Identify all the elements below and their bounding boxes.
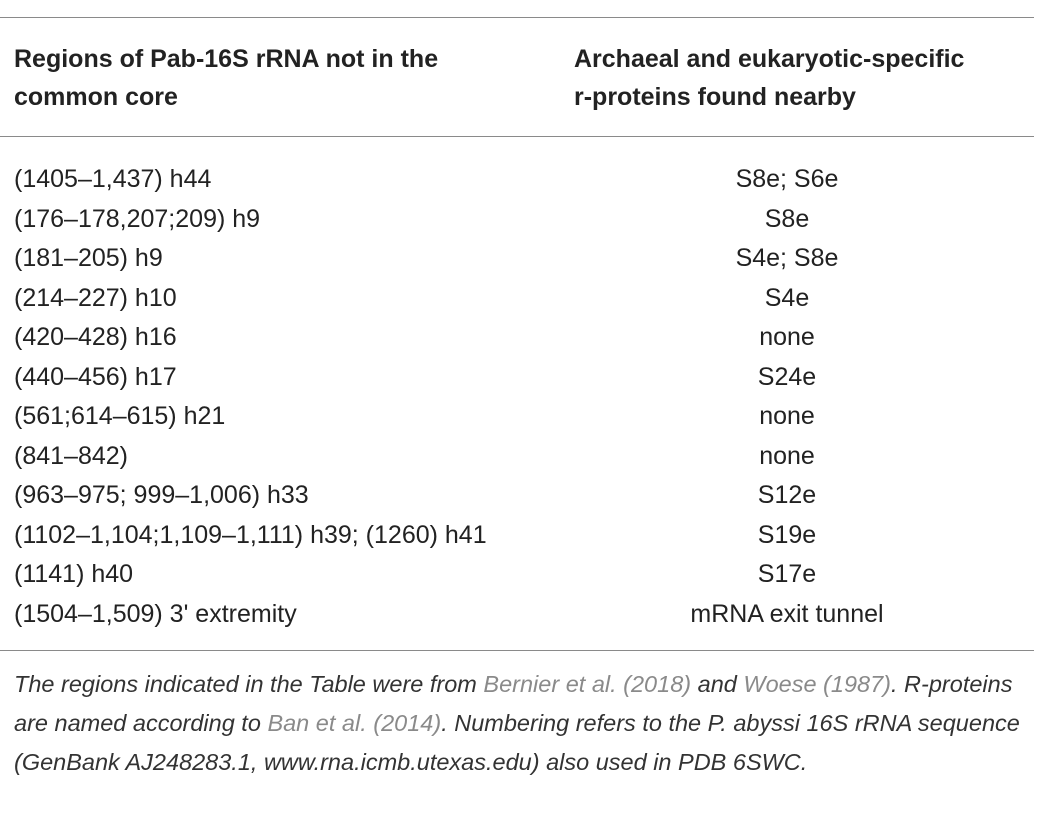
region-cell: (1102–1,104;1,109–1,111) h39; (1260) h41 [14,520,487,549]
table-row [0,318,1034,358]
region-cell: (1504–1,509) 3' extremity [14,599,297,628]
proteins-cell: S17e [757,560,817,589]
proteins-cell: none [759,402,815,431]
header-proteins-line2: r-proteins found nearby [574,83,856,111]
table-row [0,397,1034,437]
region-cell: (440–456) h17 [14,362,177,391]
proteins-cell: mRNA exit tunnel [690,599,884,628]
proteins-cell: S8e [764,204,810,233]
reference-link-ban[interactable]: Ban et al. (2014) [267,710,442,736]
table-row [0,595,1034,635]
region-cell: (1405–1,437) h44 [14,165,212,194]
header-proteins-line1: Archaeal and eukaryotic-specific [574,45,965,73]
region-cell: (841–842) [14,441,128,470]
table-row [0,239,1034,279]
footnote-text-4: . Numbering refers to the P. abyssi 16S rRNA sequence (GenBank AJ248283.1, www.rna.icmb.utexas.edu) also used in PDB 6SWC. [14,710,1020,775]
region-cell: (420–428) h16 [14,323,177,352]
table-row [0,437,1034,477]
region-cell: (214–227) h10 [14,283,177,312]
region-cell: (963–975; 999–1,006) h33 [14,481,309,510]
reference-link-woese[interactable]: Woese (1987) [743,671,891,697]
proteins-cell: S4e; S8e [735,244,839,273]
reference-link-bernier[interactable]: Bernier et al. (2018) [483,671,692,697]
table-row [0,160,1034,200]
table-row [0,516,1034,556]
proteins-cell: S24e [757,362,817,391]
region-cell: (181–205) h9 [14,244,163,273]
table-row [0,279,1034,319]
proteins-cell: S4e [764,283,810,312]
proteins-cell: S19e [757,520,817,549]
table-footnote [0,651,1024,782]
proteins-cell: S12e [757,481,817,510]
region-cell: (176–178,207;209) h9 [14,204,261,233]
table-row [0,476,1034,516]
proteins-cell: S8e; S6e [735,165,839,194]
footnote-text-1: The regions indicated in the Table were from [14,671,484,697]
table-row [0,358,1034,398]
header-regions-line1: Regions of Pab-16S rRNA not in the [14,45,439,73]
region-cell: (561;614–615) h21 [14,402,226,431]
table-row [0,555,1034,595]
footnote-text-3: . R-proteins are named according to [14,671,1013,736]
header-regions-line2: common core [14,83,178,111]
proteins-cell: none [759,323,815,352]
header-proteins [560,40,1034,116]
region-cell: (1141) h40 [14,560,134,589]
table-body [0,137,1034,650]
header-regions [0,40,560,116]
proteins-cell: none [759,441,815,470]
table-header [0,18,1034,136]
footnote-text-2: and [691,671,744,697]
data-table [0,17,1034,782]
table-row [0,200,1034,240]
